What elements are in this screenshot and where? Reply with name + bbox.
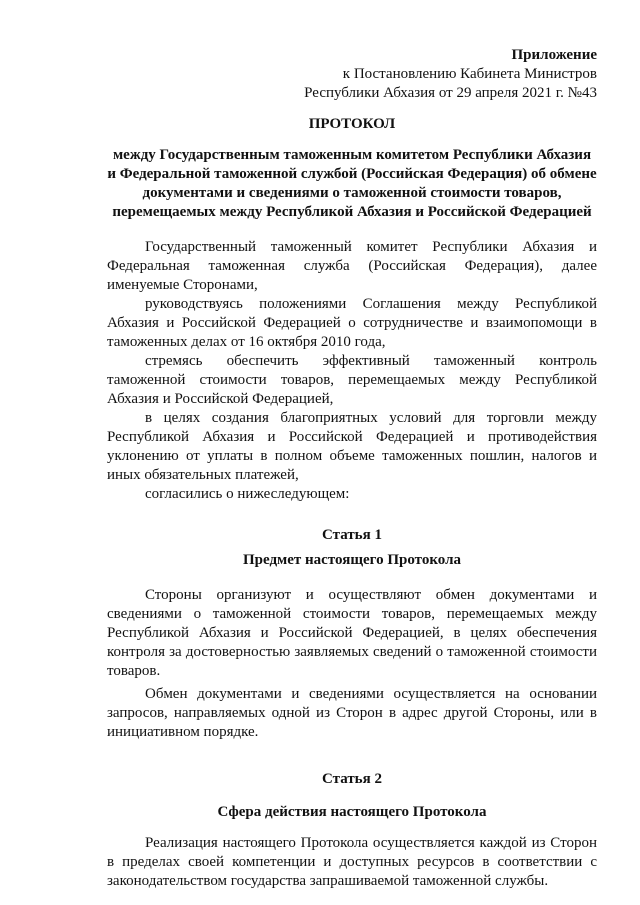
article-paragraph: Обмен документами и сведениями осуществляется на основании запросов, направляемых одной из Сторон в адрес другой Стороны, или в инициативном порядке. [107,686,597,740]
document-body [107,46,597,891]
appendix-date: Республики Абхазия от 29 апреля 2021 г. №43 [304,85,597,101]
article-heading: Предмет настоящего Протокола [242,552,461,568]
article-heading: Сфера действия настоящего Протокола [217,804,487,820]
preamble-paragraph: руководствуясь положениями Соглашения между Республикой Абхазия и Российской Федерацией о сотрудничестве и взаимопомощи в таможенных делах от 16 октября 2010 года, [107,296,597,350]
appendix-block [107,46,597,103]
preamble-paragraph: Государственный таможенный комитет Республики Абхазия и Федеральная таможенная служба (Российская Федерация), далее именуемые Сторонами, [107,239,597,293]
preamble-paragraph: в целях создания благоприятных условий для торговли между Республикой Абхазия и Российской Федерацией и противодействия уклонению от уплаты в полном объеме таможенных пошлин, налогов и иных обязательных платежей, [107,410,597,483]
article-number: Статья 1 [322,527,382,543]
article-1 [107,526,597,742]
preamble-paragraph: согласились о нижеследующем: [145,486,350,502]
article-paragraph: Реализация настоящего Протокола осуществляется каждой из Сторон в пределах своей компетенции и доступных ресурсов в соответствии с законодательством государства запрашиваемой таможенной службы. [107,835,597,889]
preamble [107,238,597,504]
article-2 [107,770,597,891]
article-paragraph: Стороны организуют и осуществляют обмен документами и сведениями о таможенной стоимости товаров, перемещаемых между Республикой Абхазия и Российской Федерацией, в целях обеспечения контроля за достоверностью заявляемых сведений о таможенной стоимости товаров. [107,587,597,679]
appendix-label: Приложение [511,47,597,63]
preamble-paragraph: стремясь обеспечить эффективный таможенный контроль таможенной стоимости товаров, перемещаемых между Республикой Абхазия и Российской Федерацией, [107,353,597,407]
appendix-decree: к Постановлению Кабинета Министров [342,66,597,82]
document-title: ПРОТОКОЛ [308,116,396,132]
article-number: Статья 2 [322,771,382,787]
document-subtitle: между Государственным таможенным комитетом Республики Абхазия и Федеральной таможенной службой (Российская Федерация) об обмене документами и сведениями о таможенной стоимости товаров, перемещаемых между Республикой Абхазия и Российской Федерацией [107,147,597,220]
